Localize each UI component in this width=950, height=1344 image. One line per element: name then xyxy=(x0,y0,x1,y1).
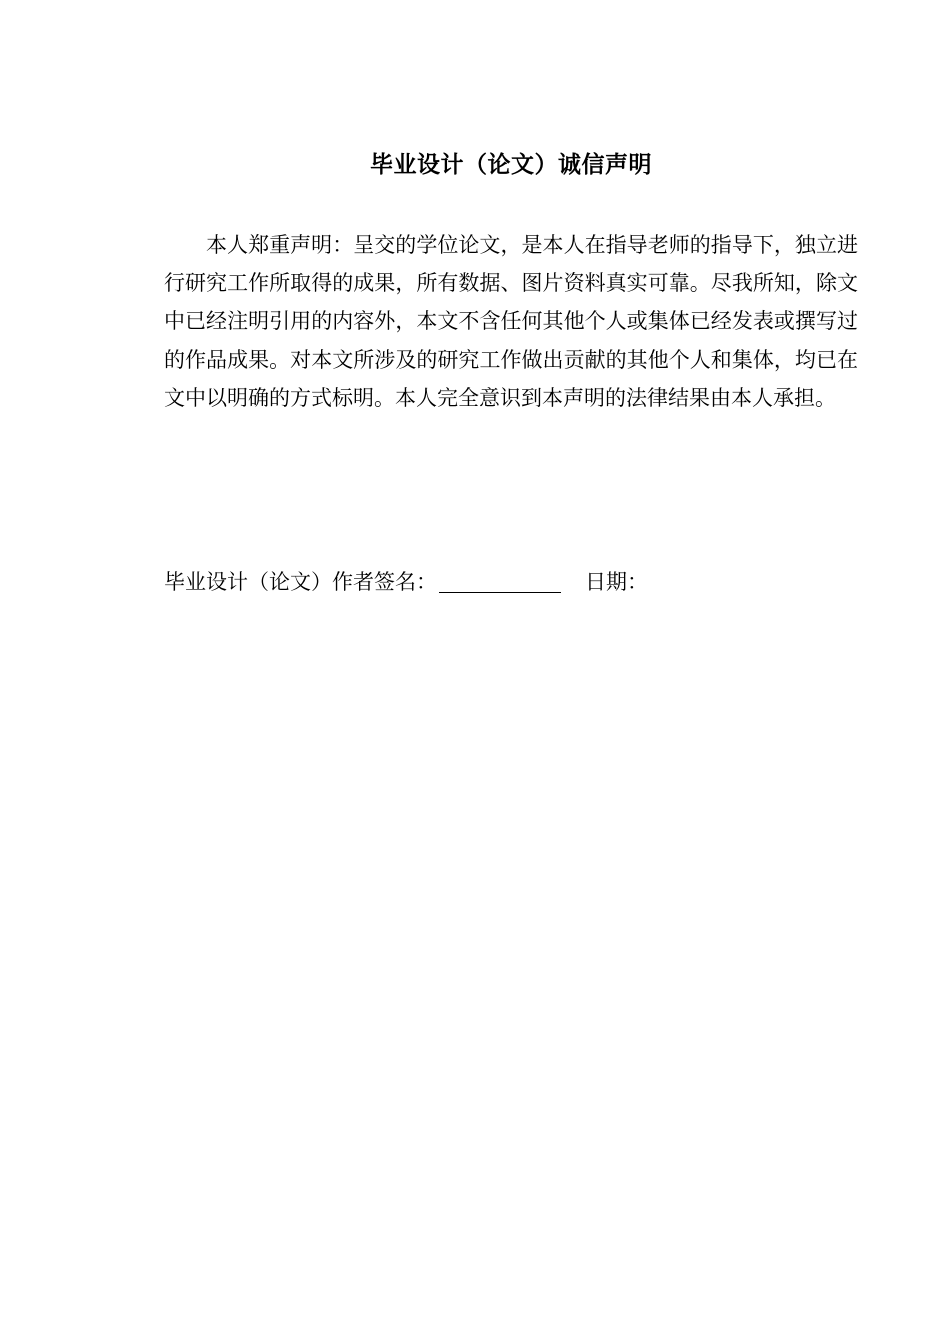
declaration-paragraph: 本人郑重声明：呈交的学位论文，是本人在指导老师的指导下，独立进行研究工作所取得的成果，所有数据、图片资料真实可靠。尽我所知，除文中已经注明引用的内容外，本文不含任何其他个人或集体已经发表或撰写过的作品成果。对本文所涉及的研究工作做出贡献的其他个人和集体，均已在文中以明确的方式标明。本人完全意识到本声明的法律结果由本人承担。 xyxy=(164,233,858,410)
signature-line xyxy=(439,566,561,593)
date-label: 日期： xyxy=(585,570,648,594)
page-title: 毕业设计（论文）诚信声明 xyxy=(370,152,652,178)
signature-row xyxy=(164,566,648,598)
signature-label: 毕业设计（论文）作者签名： xyxy=(164,570,437,594)
